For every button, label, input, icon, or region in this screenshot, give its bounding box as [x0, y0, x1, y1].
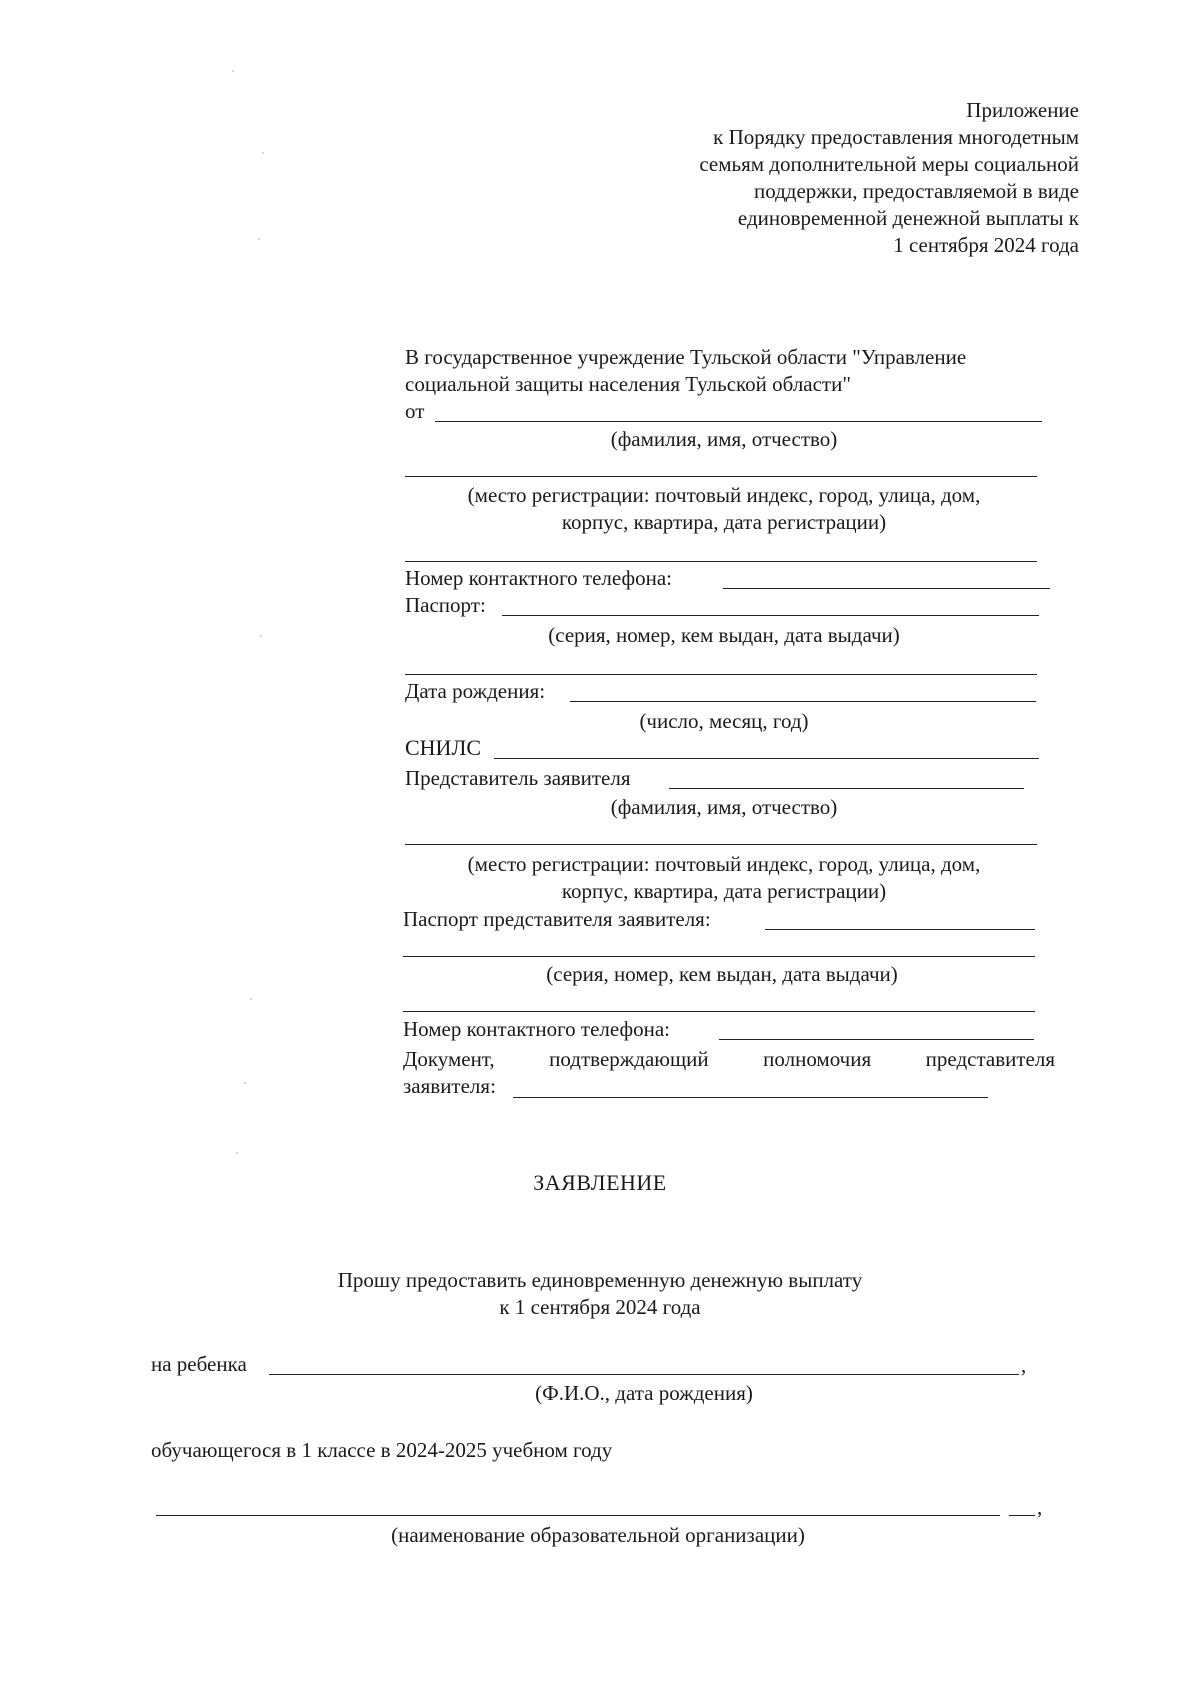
phone-label: Номер контактного телефона: [405, 566, 672, 590]
doc-label-line-1 [403, 1046, 1055, 1072]
child-comma: , [1021, 1353, 1027, 1377]
snils-label: СНИЛС [405, 735, 482, 760]
applicant-phone-field[interactable] [723, 588, 1050, 589]
applicant-snils-field[interactable] [494, 758, 1039, 759]
address-hint-line-2: корпус, квартира, дата регистрации) [561, 510, 887, 534]
applicant-address-field-2[interactable] [405, 561, 1037, 562]
org-comma: , [1037, 1495, 1043, 1519]
rep-passport-hint: (серия, номер, кем выдан, дата выдачи) [546, 962, 898, 986]
rep-passport-label: Паспорт представителя заявителя: [403, 907, 711, 931]
applicant-fio-field[interactable] [435, 421, 1042, 422]
representative-address-field[interactable] [405, 844, 1037, 845]
rep-label: Представитель заявителя [405, 766, 631, 790]
appendix-line-2: к Порядку предоставления многодетным [713, 125, 1079, 149]
page-title: ЗАЯВЛЕНИЕ [533, 1170, 667, 1195]
rep-address-hint-line-1: (место регистрации: почтовый индекс, город, улица, дом, [467, 852, 981, 876]
organization-field-end[interactable] [1009, 1515, 1035, 1516]
appendix-line-3: семьям дополнительной меры социальной [699, 152, 1079, 176]
appendix-line-6: 1 сентября 2024 года [893, 233, 1079, 257]
addressee-line-1: В государственное учреждение Тульской области "Управление [405, 345, 967, 369]
representative-passport-field[interactable] [765, 929, 1035, 930]
representative-passport-field-3[interactable] [403, 1011, 1035, 1012]
applicant-passport-field[interactable] [502, 615, 1039, 616]
doc-word: представителя [925, 1047, 1055, 1071]
from-label: от [405, 399, 425, 423]
study-text: обучающегося в 1 классе в 2024-2025 учебном году [151, 1438, 613, 1462]
applicant-address-field[interactable] [405, 476, 1037, 477]
appendix-line-4: поддержки, предоставляемой в виде [753, 179, 1079, 203]
organization-field[interactable] [156, 1515, 1000, 1516]
rep-fio-hint: (фамилия, имя, отчество) [610, 795, 838, 819]
fio-hint: (фамилия, имя, отчество) [610, 427, 838, 451]
address-hint-line-1: (место регистрации: почтовый индекс, город, улица, дом, [467, 483, 981, 507]
request-line-1: Прошу предоставить единовременную денежную выплату [337, 1268, 863, 1292]
child-hint: (Ф.И.О., дата рождения) [535, 1381, 753, 1405]
doc-label-line-2: заявителя: [403, 1074, 496, 1098]
birth-hint: (число, месяц, год) [639, 709, 809, 733]
passport-hint: (серия, номер, кем выдан, дата выдачи) [548, 623, 900, 647]
passport-label: Паспорт: [405, 593, 486, 617]
applicant-birth-field[interactable] [570, 701, 1036, 702]
request-line-2: к 1 сентября 2024 года [499, 1295, 701, 1319]
applicant-passport-field-2[interactable] [405, 674, 1037, 675]
doc-word: подтверждающий [549, 1047, 709, 1071]
doc-word: Документ, [403, 1047, 495, 1071]
representative-passport-field-2[interactable] [403, 956, 1035, 957]
org-hint: (наименование образовательной организации) [391, 1523, 805, 1547]
addressee-line-2: социальной защиты населения Тульской области" [405, 372, 851, 396]
doc-word: полномочия [763, 1047, 872, 1071]
rep-phone-label: Номер контактного телефона: [403, 1017, 670, 1041]
appendix-line-1: Приложение [966, 98, 1079, 122]
authority-document-field[interactable] [513, 1097, 988, 1098]
birth-label: Дата рождения: [405, 679, 546, 703]
child-fio-field[interactable] [269, 1374, 1019, 1375]
appendix-line-5: единовременной денежной выплаты к [737, 206, 1079, 230]
representative-phone-field[interactable] [719, 1039, 1034, 1040]
rep-address-hint-line-2: корпус, квартира, дата регистрации) [561, 879, 887, 903]
child-label: на ребенка [151, 1352, 247, 1376]
representative-fio-field[interactable] [669, 788, 1024, 789]
